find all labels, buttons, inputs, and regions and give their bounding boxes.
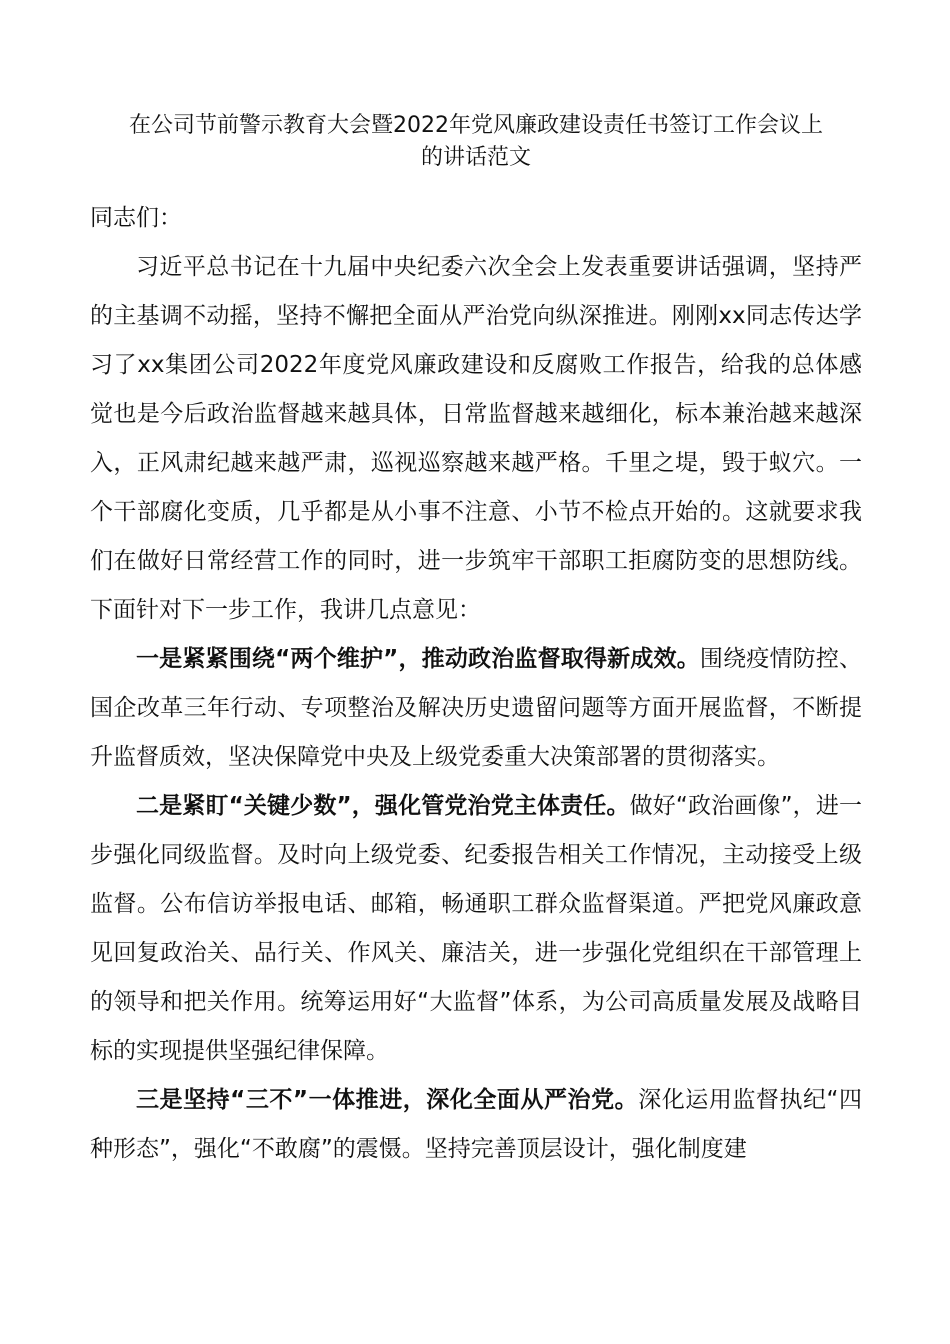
document-title xyxy=(90,110,862,174)
point-heading-2: 二是紧盯“关键少数”，强化管党治党主体责任。 xyxy=(136,793,630,819)
point-body-2: 做好“政治画像”，进一步强化同级监督。及时向上级党委、纪委报告相关工作情况，主动接受上级监督。公布信访举报电话、邮箱，畅通职工群众监督渠道。严把党风廉政意见回复政治关、品行关、作风关、廉洁关，进一步强化党组织在干部管理上的领导和把关作用。统筹运用好“大监督”体系，为公司高质量发展及战略目标的实现提供坚强纪律保障。 xyxy=(90,793,862,1064)
point-paragraph-3 xyxy=(90,1076,862,1174)
intro-paragraph: 习近平总书记在十九届中央纪委六次全会上发表重要讲话强调，坚持严的主基调不动摇，坚持不懈把全面从严治党向纵深推进。刚刚xx同志传达学习了xx集团公司2022年度党风廉政建设和反腐败工作报告，给我的总体感觉也是今后政治监督越来越具体，日常监督越来越细化，标本兼治越来越深入，正风肃纪越来越严肃，巡视巡察越来越严格。千里之堤，毁于蚁穴。一个干部腐化变质，几乎都是从小事不注意、小节不检点开始的。这就要求我们在做好日常经营工作的同时，进一步筑牢干部职工拒腐防变的思想防线。下面针对下一步工作，我讲几点意见： xyxy=(90,254,862,623)
point-body-3: 深化运用监督执纪“四种形态”，强化“不敢腐”的震慑。坚持完善顶层设计，强化制度建 xyxy=(90,1087,862,1162)
title-line-2: 的讲话范文 xyxy=(420,145,531,170)
title-line-1: 在公司节前警示教育大会暨2022年党风廉政建设责任书签订工作会议上 xyxy=(129,113,823,138)
point-heading-3: 三是坚持“三不”一体推进，深化全面从严治党。 xyxy=(136,1087,639,1113)
point-paragraph-2 xyxy=(90,782,862,1076)
salutation: 同志们： xyxy=(90,205,182,231)
document-page xyxy=(90,110,862,1174)
point-heading-1: 一是紧紧围绕“两个维护”，推动政治监督取得新成效。 xyxy=(136,646,700,672)
point-body-1: 围绕疫情防控、国企改革三年行动、专项整治及解决历史遗留问题等方面开展监督，不断提升监督质效，坚决保障党中央及上级党委重大决策部署的贯彻落实。 xyxy=(90,646,863,770)
point-paragraph-1 xyxy=(90,635,862,782)
